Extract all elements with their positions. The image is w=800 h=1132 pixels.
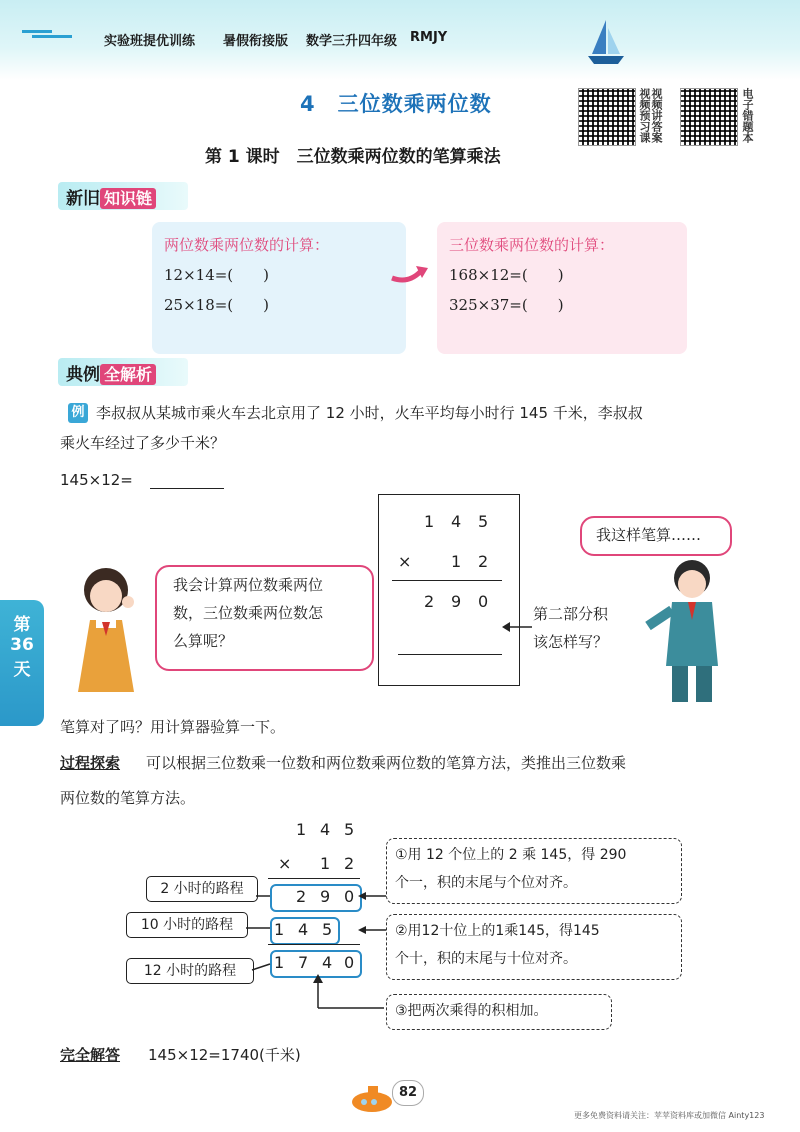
verify-text: 笔算对了吗？用计算器验算一下。 [60, 718, 286, 736]
diagram-digit: 1 [274, 953, 285, 972]
girl-illustration [56, 560, 156, 700]
diagram-digit: 1 [320, 854, 331, 873]
answer-blank[interactable] [150, 488, 224, 489]
girl-bubble-line: 我会计算两位数乘两位 [173, 576, 324, 594]
calc-times: × [398, 552, 412, 571]
day-tab-line: 36 [10, 635, 34, 655]
qr-code-video[interactable] [578, 88, 636, 146]
logo-stripes-icon [22, 28, 102, 40]
calc-divider [392, 580, 502, 581]
example-badge: 例 [68, 403, 88, 423]
calc-digit: 2 [424, 592, 435, 611]
diagram-digit: 1 [296, 820, 307, 839]
calc-digit: 0 [478, 592, 489, 611]
answer-text: 145×12=1740(千米) [148, 1046, 301, 1064]
knowledge-right-title: 三位数乘两位数的计算： [449, 236, 615, 254]
note-step-3-text: ③把两次乘得的积相加。 [395, 1003, 548, 1019]
qr-code-errorbook[interactable] [680, 88, 738, 146]
knowledge-right-line: 168×12=( ) [449, 266, 564, 284]
label-10-hours: 10 小时的路程 [126, 912, 248, 938]
lesson-title: 第 1 课时 三位数乘两位数的笔算乘法 [205, 147, 501, 167]
section-knowledge-a: 新旧 [66, 189, 100, 209]
diagram-digit: 2 [296, 887, 307, 906]
submarine-icon [348, 1076, 398, 1116]
knowledge-left-title: 两位数乘两位数的计算： [164, 236, 330, 254]
section-knowledge-b: 知识链 [100, 188, 156, 209]
calc-digit: 5 [478, 512, 489, 531]
calc-digit: 2 [478, 552, 489, 571]
day-tab-line: 第 [13, 615, 31, 635]
knowledge-box-three-digit [437, 222, 687, 354]
arrow-right-icon [390, 262, 430, 286]
day-tab [0, 600, 44, 726]
arrow-left-icon [502, 620, 534, 634]
calc-digit: 4 [451, 512, 462, 531]
diagram-digit: 4 [320, 820, 331, 839]
diagram-digit: 5 [322, 920, 333, 939]
qr-video-label: 视频讲答案 视频预习课 [638, 88, 663, 143]
section-example-b: 全解析 [100, 364, 156, 385]
diagram-divider [268, 878, 360, 879]
diagram-digit: 7 [298, 953, 309, 972]
diagram-divider-2 [268, 944, 360, 945]
process-text-line2: 两位数的笔算方法。 [60, 789, 196, 807]
section-example-a: 典例 [66, 365, 100, 385]
knowledge-left-line: 25×18=( ) [164, 296, 270, 314]
note-step-1-line: 个一，积的末尾与个位对齐。 [395, 875, 577, 891]
qr-errorbook-label: 电子错题本 [741, 88, 754, 143]
note-step-1-line: ①用 12 个位上的 2 乘 145，得 290 [395, 847, 627, 863]
girl-speech-bubble [155, 565, 374, 671]
diagram-digit: 9 [320, 887, 331, 906]
boy-illustration [640, 556, 740, 706]
section-knowledge [66, 184, 156, 209]
grade-label: 数学三升四年级 [306, 34, 398, 49]
sailboat-icon [586, 18, 626, 68]
girl-bubble-line: 么算呢？ [173, 632, 234, 650]
label-2-hours: 2 小时的路程 [146, 876, 258, 902]
footer-note: 更多免费资料请关注：苹苹资料库或加微信 Ainty123 [574, 1111, 765, 1120]
process-text-line1: 可以根据三位数乘一位数和两位数乘两位数的笔算方法，类推出三位数乘 [146, 754, 627, 772]
note-step-2-line: 个十，积的末尾与十位对齐。 [395, 951, 577, 967]
publisher-code: RMJY [410, 30, 448, 45]
example-text-line1: 李叔叔从某城市乘火车去北京用了 12 小时，火车平均每小时行 145 千米，李叔叔 [96, 404, 643, 422]
diagram-digit: 1 [274, 920, 285, 939]
answer-tag: 完全解答 [60, 1046, 121, 1064]
page-number: 82 [392, 1080, 424, 1106]
section-example [66, 360, 156, 385]
girl-bubble-line: 数，三位数乘两位数怎 [173, 604, 324, 622]
question-text [533, 600, 608, 656]
calc-digit: 9 [451, 592, 462, 611]
label-12-hours: 12 小时的路程 [126, 958, 254, 984]
vertical-calc-box [378, 494, 520, 686]
note-step-2-line: ②用12十位上的1乘145，得145 [395, 923, 600, 939]
calc-digit: 1 [424, 512, 435, 531]
knowledge-right-line: 325×37=( ) [449, 296, 564, 314]
note-step-2 [386, 914, 682, 980]
day-tab-line: 天 [13, 660, 31, 680]
example-text-line2: 乘火车经过了多少千米？ [60, 434, 226, 452]
second-product-blank[interactable] [398, 654, 502, 655]
note-step-1 [386, 838, 682, 904]
boy-bubble-text: 我这样笔算…… [596, 526, 702, 544]
question-line: 该怎样写？ [533, 633, 609, 651]
diagram-times: × [278, 854, 292, 873]
note-step-3 [386, 994, 612, 1030]
unit-title: 4 三位数乘两位数 [300, 92, 492, 116]
diagram-digit: 4 [322, 953, 333, 972]
knowledge-box-two-digit [152, 222, 406, 354]
boy-speech-bubble [580, 516, 732, 556]
calc-digit: 1 [451, 552, 462, 571]
edition-label: 暑假衔接版 [223, 34, 289, 49]
series-title: 实验班提优训练 [104, 34, 196, 49]
diagram-digit: 0 [344, 953, 355, 972]
sum-arrow [310, 974, 390, 1018]
label-arrows [244, 880, 274, 990]
diagram-digit: 4 [298, 920, 309, 939]
diagram-digit: 5 [344, 820, 355, 839]
diagram-digit: 0 [344, 887, 355, 906]
process-tag: 过程探索 [60, 754, 121, 772]
knowledge-left-line: 12×14=( ) [164, 266, 270, 284]
question-line: 第二部分积 [533, 605, 609, 623]
example-expression: 145×12= [60, 471, 133, 489]
diagram-digit: 2 [344, 854, 355, 873]
